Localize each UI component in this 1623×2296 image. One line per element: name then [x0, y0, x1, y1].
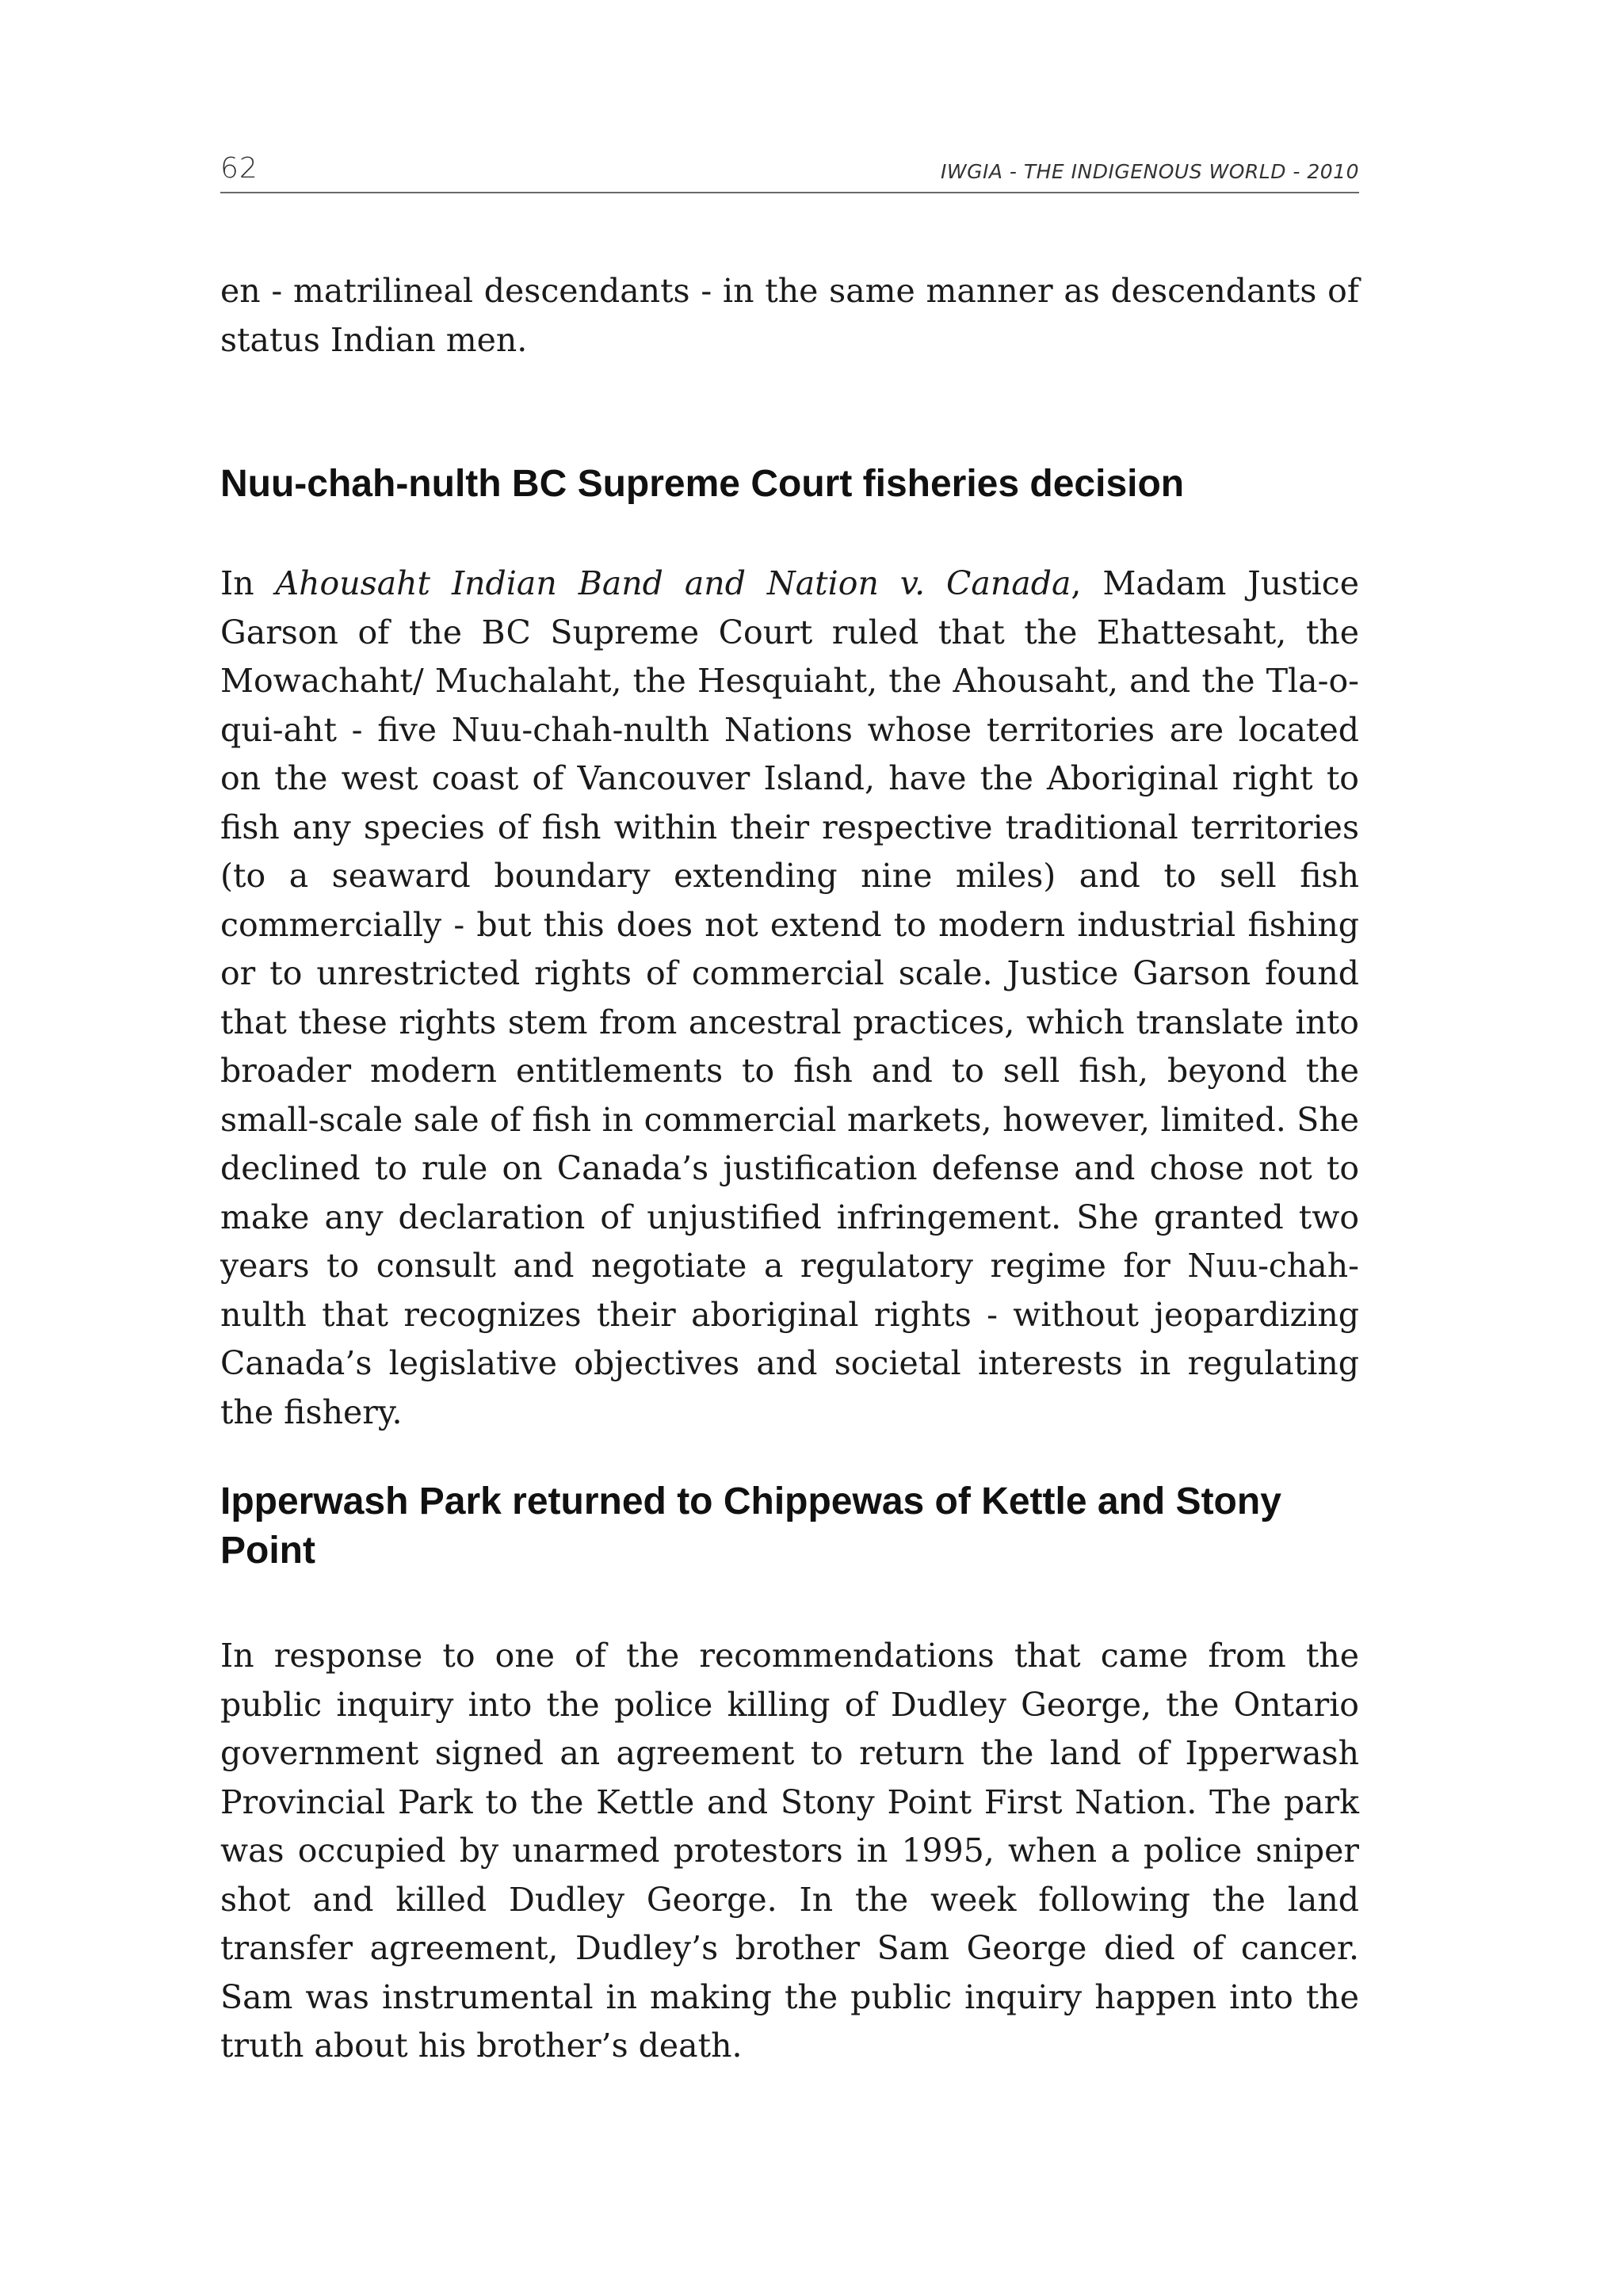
- running-header: [220, 152, 1359, 193]
- publication-title: IWGIA - THE INDIGENOUS WORLD - 2010: [940, 160, 1359, 183]
- continued-paragraph: en - matrilineal descendants - in the same manner as descendants of status Indian men.: [220, 272, 1359, 359]
- lead-in-text: In: [220, 564, 276, 602]
- page-number: 62: [220, 152, 258, 185]
- case-name: Ahousaht Indian Band and Nation v. Canada: [275, 564, 1071, 602]
- section-heading-fisheries: Nuu-chah-nulth BC Supreme Court fisheries decision: [220, 463, 1185, 505]
- section-heading-ipperwash: Ipperwash Park returned to Chippewas of Kettle and Stony Point: [220, 1480, 1281, 1572]
- ipperwash-paragraph: In response to one of the recommendations that came from the public inquiry into the police killing of Dudley George, the Ontario government signed an agreement to return the land of Ipperwash Provincial Park to the Kettle and Stony Point First Nation. The park was occupied by unarmed protestors in 1995, when a police sniper shot and killed Dudley George. In the week following the land transfer agreement, Dudley’s brother Sam George died of cancer. Sam was instrumental in making the public inquiry happen into the truth about his brother’s death.: [220, 1637, 1359, 2065]
- fisheries-paragraph: [220, 560, 1359, 1437]
- fisheries-body-text: , Madam Justice Garson of the BC Supreme Court ruled that the Ehattesaht, the Mowachaht/ Muchalaht, the Hesquiaht, the Ahousaht, and the Tla-o-qui-aht - five Nuu-chah-nulth Nations whose territories are located on the west coast of Vancouver Island, have the Aboriginal right to fish any species of fish within their respective traditional territories (to a seaward boundary extending nine miles) and to sell fish commercially - but this does not extend to modern industrial fishing or to unrestricted rights of commercial scale. Justice Garson found that these rights stem from ancestral practices, which translate into broader modern entitlements to fish and to sell fish, beyond the small-scale sale of fish in commercial markets, however, limited. She declined to rule on Canada’s justification defense and chose not to make any declaration of unjustified infringement. She granted two years to consult and negotiate a regulatory regime for Nuu-chah-nulth that recognizes their aboriginal rights - without jeopardizing Canada’s legislative objectives and societal interests in regulating the fishery.: [220, 564, 1360, 1431]
